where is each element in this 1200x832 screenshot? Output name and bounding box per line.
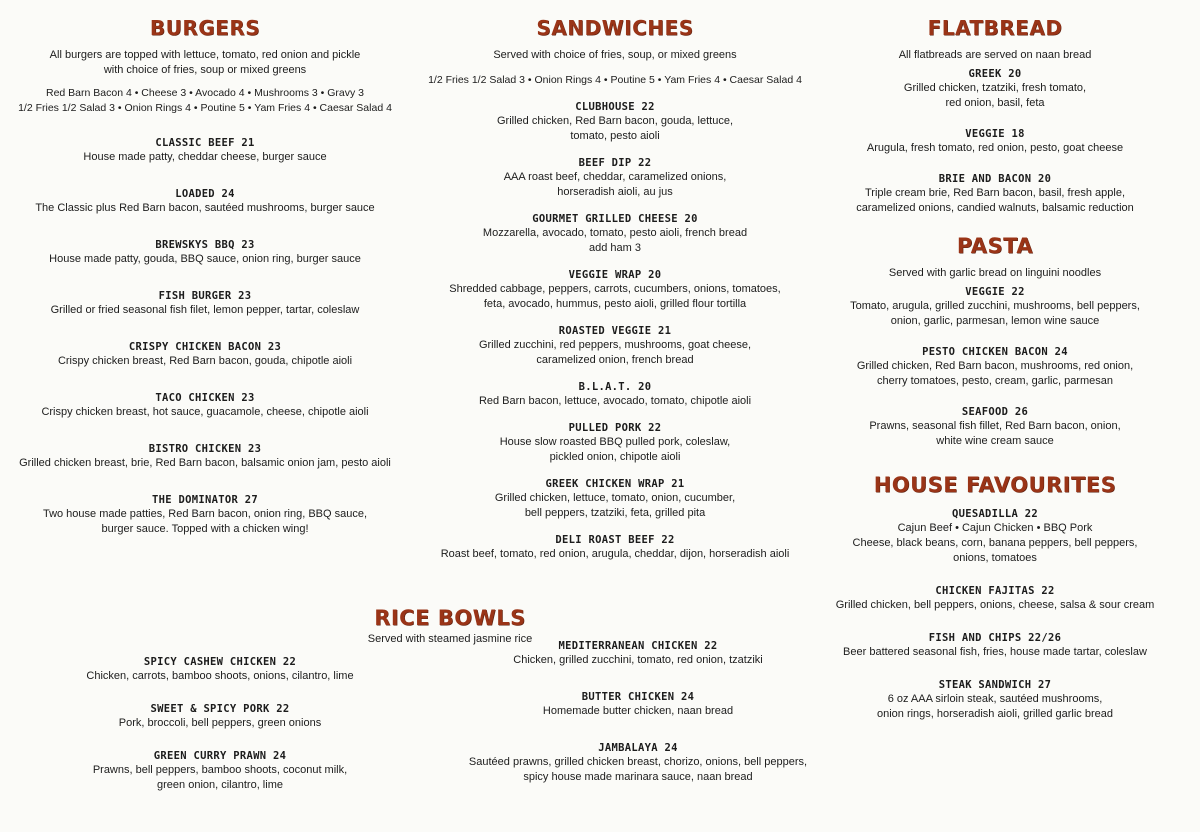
menu-item: FISH BURGER 23 Grilled or fried seasonal fish filet, lemon pepper, tartar, coleslaw <box>50 290 360 316</box>
menu-item: CRISPY CHICKEN BACON 23 Crispy chicken breast, Red Barn bacon, gouda, chipotle aioli <box>57 341 353 367</box>
rice-bowls-left <box>40 645 400 793</box>
menu-item: SEAFOOD 26 Prawns, seasonal fish fillet, Red Barn bacon, onion, white wine cream sauce <box>869 406 1121 447</box>
flatbread-title: FLATBREAD <box>927 16 1063 40</box>
house-favourites-title: HOUSE FAVOURITES <box>873 473 1117 497</box>
rice-bowls-title: RICE BOWLS <box>374 606 526 630</box>
burgers-addons: Red Barn Bacon 4 • Cheese 3 • Avocado 4 • Mushrooms 3 • Gravy 3 1/2 Fries 1/2 Salad 3 • Onion Rings 4 • Poutine 5 • Yam Fries 4 • Caesar Salad 4 <box>18 87 392 114</box>
menu-item: BUTTER CHICKEN 24 Homemade butter chicken, naan bread <box>542 691 734 717</box>
menu-item: B.L.A.T. 20 Red Barn bacon, lettuce, avocado, tomato, chipotle aioli <box>478 381 752 407</box>
sandwiches-intro: Served with choice of fries, soup, or mixed greens <box>493 49 737 61</box>
menu-item: DELI ROAST BEEF 22 Roast beef, tomato, red onion, arugula, cheddar, dijon, horseradish aioli <box>440 534 790 560</box>
menu-item: BISTRO CHICKEN 23 Grilled chicken breast, brie, Red Barn bacon, balsamic onion jam, pesto aioli <box>19 443 391 469</box>
burgers-intro: All burgers are topped with lettuce, tomato, red onion and pickle with choice of fries, soup or mixed greens <box>49 49 361 76</box>
menu-item: VEGGIE 18 Arugula, fresh tomato, red onion, pesto, goat cheese <box>866 128 1124 154</box>
menu-item: MEDITERRANEAN CHICKEN 22 Chicken, grilled zucchini, tomato, red onion, tzatziki <box>513 640 763 666</box>
menu-item: PULLED PORK 22 House slow roasted BBQ pulled pork, coleslaw, pickled onion, chipotle aioli <box>499 422 731 463</box>
rice-bowls-right <box>438 617 838 785</box>
menu-item: QUESADILLA 22 Cajun Beef • Cajun Chicken • BBQ Pork Cheese, black beans, corn, banana peppers, bell peppers, onions, tomatoes <box>852 508 1138 564</box>
menu-item: VEGGIE WRAP 20 Shredded cabbage, peppers, carrots, cucumbers, onions, tomatoes, feta, avocado, hummus, pesto aioli, grilled flour tortilla <box>449 269 781 310</box>
menu-item: THE DOMINATOR 27 Two house made patties, Red Barn bacon, onion ring, BBQ sauce, burger sauce. Topped with a chicken wing! <box>42 494 368 535</box>
burgers-section <box>10 16 400 537</box>
menu-item: LOADED 24 The Classic plus Red Barn bacon, sautéed mushrooms, burger sauce <box>35 188 375 214</box>
pasta-intro: Served with garlic bread on linguini noodles <box>888 267 1102 279</box>
sandwiches-addons: 1/2 Fries 1/2 Salad 3 • Onion Rings 4 • Poutine 5 • Yam Fries 4 • Caesar Salad 4 <box>428 74 802 86</box>
menu-item: GOURMET GRILLED CHEESE 20 Mozzarella, avocado, tomato, pesto aioli, french bread add ham 3 <box>482 213 748 254</box>
menu-item: CHICKEN FAJITAS 22 Grilled chicken, bell peppers, onions, cheese, salsa & sour cream <box>835 585 1155 611</box>
menu-item: VEGGIE 22 Tomato, arugula, grilled zucchini, mushrooms, bell peppers, onion, garlic, parmesan, lemon wine sauce <box>850 286 1140 327</box>
menu-item: FISH AND CHIPS 22/26 Beer battered seasonal fish, fries, house made tartar, coleslaw <box>843 632 1147 658</box>
menu-item: BEEF DIP 22 AAA roast beef, cheddar, caramelized onions, horseradish aioli, au jus <box>503 157 727 198</box>
menu-item: TACO CHICKEN 23 Crispy chicken breast, hot sauce, guacamole, cheese, chipotle aioli <box>41 392 369 418</box>
sandwiches-title: SANDWICHES <box>536 16 694 40</box>
menu-item: STEAK SANDWICH 27 6 oz AAA sirloin steak, sautéed mushrooms, onion rings, horseradish aioli, grilled garlic bread <box>876 679 1114 720</box>
menu-item: SWEET & SPICY PORK 22 Pork, broccoli, bell peppers, green onions <box>118 703 322 729</box>
menu-item: JAMBALAYA 24 Sautéed prawns, grilled chicken breast, chorizo, onions, bell peppers, spicy house made marinara sauce, naan bread <box>468 742 808 783</box>
menu-item: ROASTED VEGGIE 21 Grilled zucchini, red peppers, mushrooms, goat cheese, caramelized onion, french bread <box>478 325 752 366</box>
menu-item: GREEK CHICKEN WRAP 21 Grilled chicken, lettuce, tomato, onion, cucumber, bell peppers, tzatziki, feta, grilled pita <box>494 478 736 519</box>
menu-item: CLUBHOUSE 22 Grilled chicken, Red Barn bacon, gouda, lettuce, tomato, pesto aioli <box>496 101 734 142</box>
menu-item: BREWSKYS BBQ 23 House made patty, gouda, BBQ sauce, onion ring, burger sauce <box>49 239 361 265</box>
menu-item: BRIE AND BACON 20 Triple cream brie, Red Barn bacon, basil, fresh apple, caramelized onions, candied walnuts, balsamic reduction <box>856 173 1134 214</box>
menu-item: CLASSIC BEEF 21 House made patty, cheddar cheese, burger sauce <box>83 137 327 163</box>
menu-item: PESTO CHICKEN BACON 24 Grilled chicken, Red Barn bacon, mushrooms, red onion, cherry tomatoes, pesto, cream, garlic, parmesan <box>856 346 1134 387</box>
menu-item: GREEN CURRY PRAWN 24 Prawns, bell peppers, bamboo shoots, coconut milk, green onion, cilantro, lime <box>92 750 348 791</box>
menu-item: SPICY CASHEW CHICKEN 22 Chicken, carrots, bamboo shoots, onions, cilantro, lime <box>86 656 354 682</box>
rice-bowls-section <box>40 606 1170 827</box>
sandwiches-section <box>418 16 812 562</box>
menu-item: GREEK 20 Grilled chicken, tzatziki, fresh tomato, red onion, basil, feta <box>903 68 1087 109</box>
flatbread-intro: All flatbreads are served on naan bread <box>898 49 1092 61</box>
rice-bowls-intro: Served with steamed jasmine rice <box>367 633 533 645</box>
pasta-title: PASTA <box>956 234 1034 258</box>
burgers-title: BURGERS <box>149 16 261 40</box>
